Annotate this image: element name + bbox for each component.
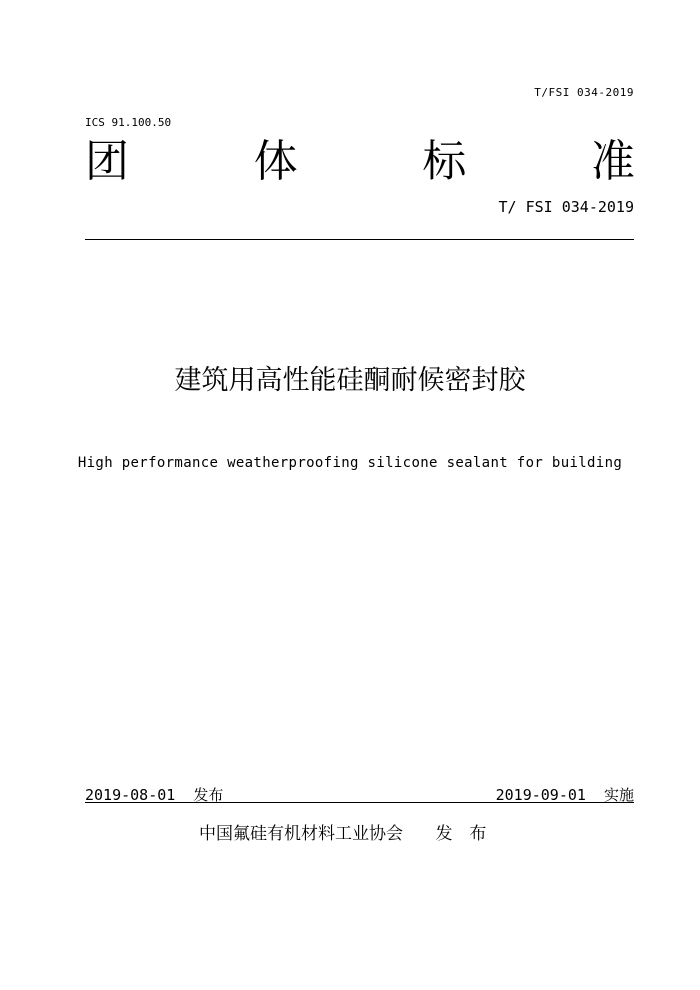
standard-title-chinese: 建筑用高性能硅酮耐候密封胶 <box>174 365 526 396</box>
title-char-2: 体 <box>253 136 298 187</box>
header-divider <box>85 239 634 240</box>
footer-divider <box>85 802 634 803</box>
publisher-line <box>199 819 486 844</box>
publisher-name: 中国氟硅有机材料工业协会 <box>199 824 403 844</box>
title-char-3: 标 <box>422 136 467 187</box>
standard-title-english: High performance weatherproofing silicone sealant for building <box>77 455 623 471</box>
implement-label: 实施 <box>603 786 634 804</box>
publisher-action: 发 布 <box>435 824 487 844</box>
standard-code-main: T/ FSI 034-2019 <box>498 198 634 216</box>
issue-label: 发布 <box>193 786 224 804</box>
implement-date: 2019-09-01 <box>495 786 586 804</box>
standard-code-top: T/FSI 034-2019 <box>534 86 634 99</box>
title-char-1: 团 <box>85 136 129 187</box>
ics-code: ICS 91.100.50 <box>85 116 172 129</box>
document-type-title <box>85 138 635 186</box>
title-char-4: 准 <box>590 136 635 187</box>
issue-date: 2019-08-01 <box>85 786 176 804</box>
